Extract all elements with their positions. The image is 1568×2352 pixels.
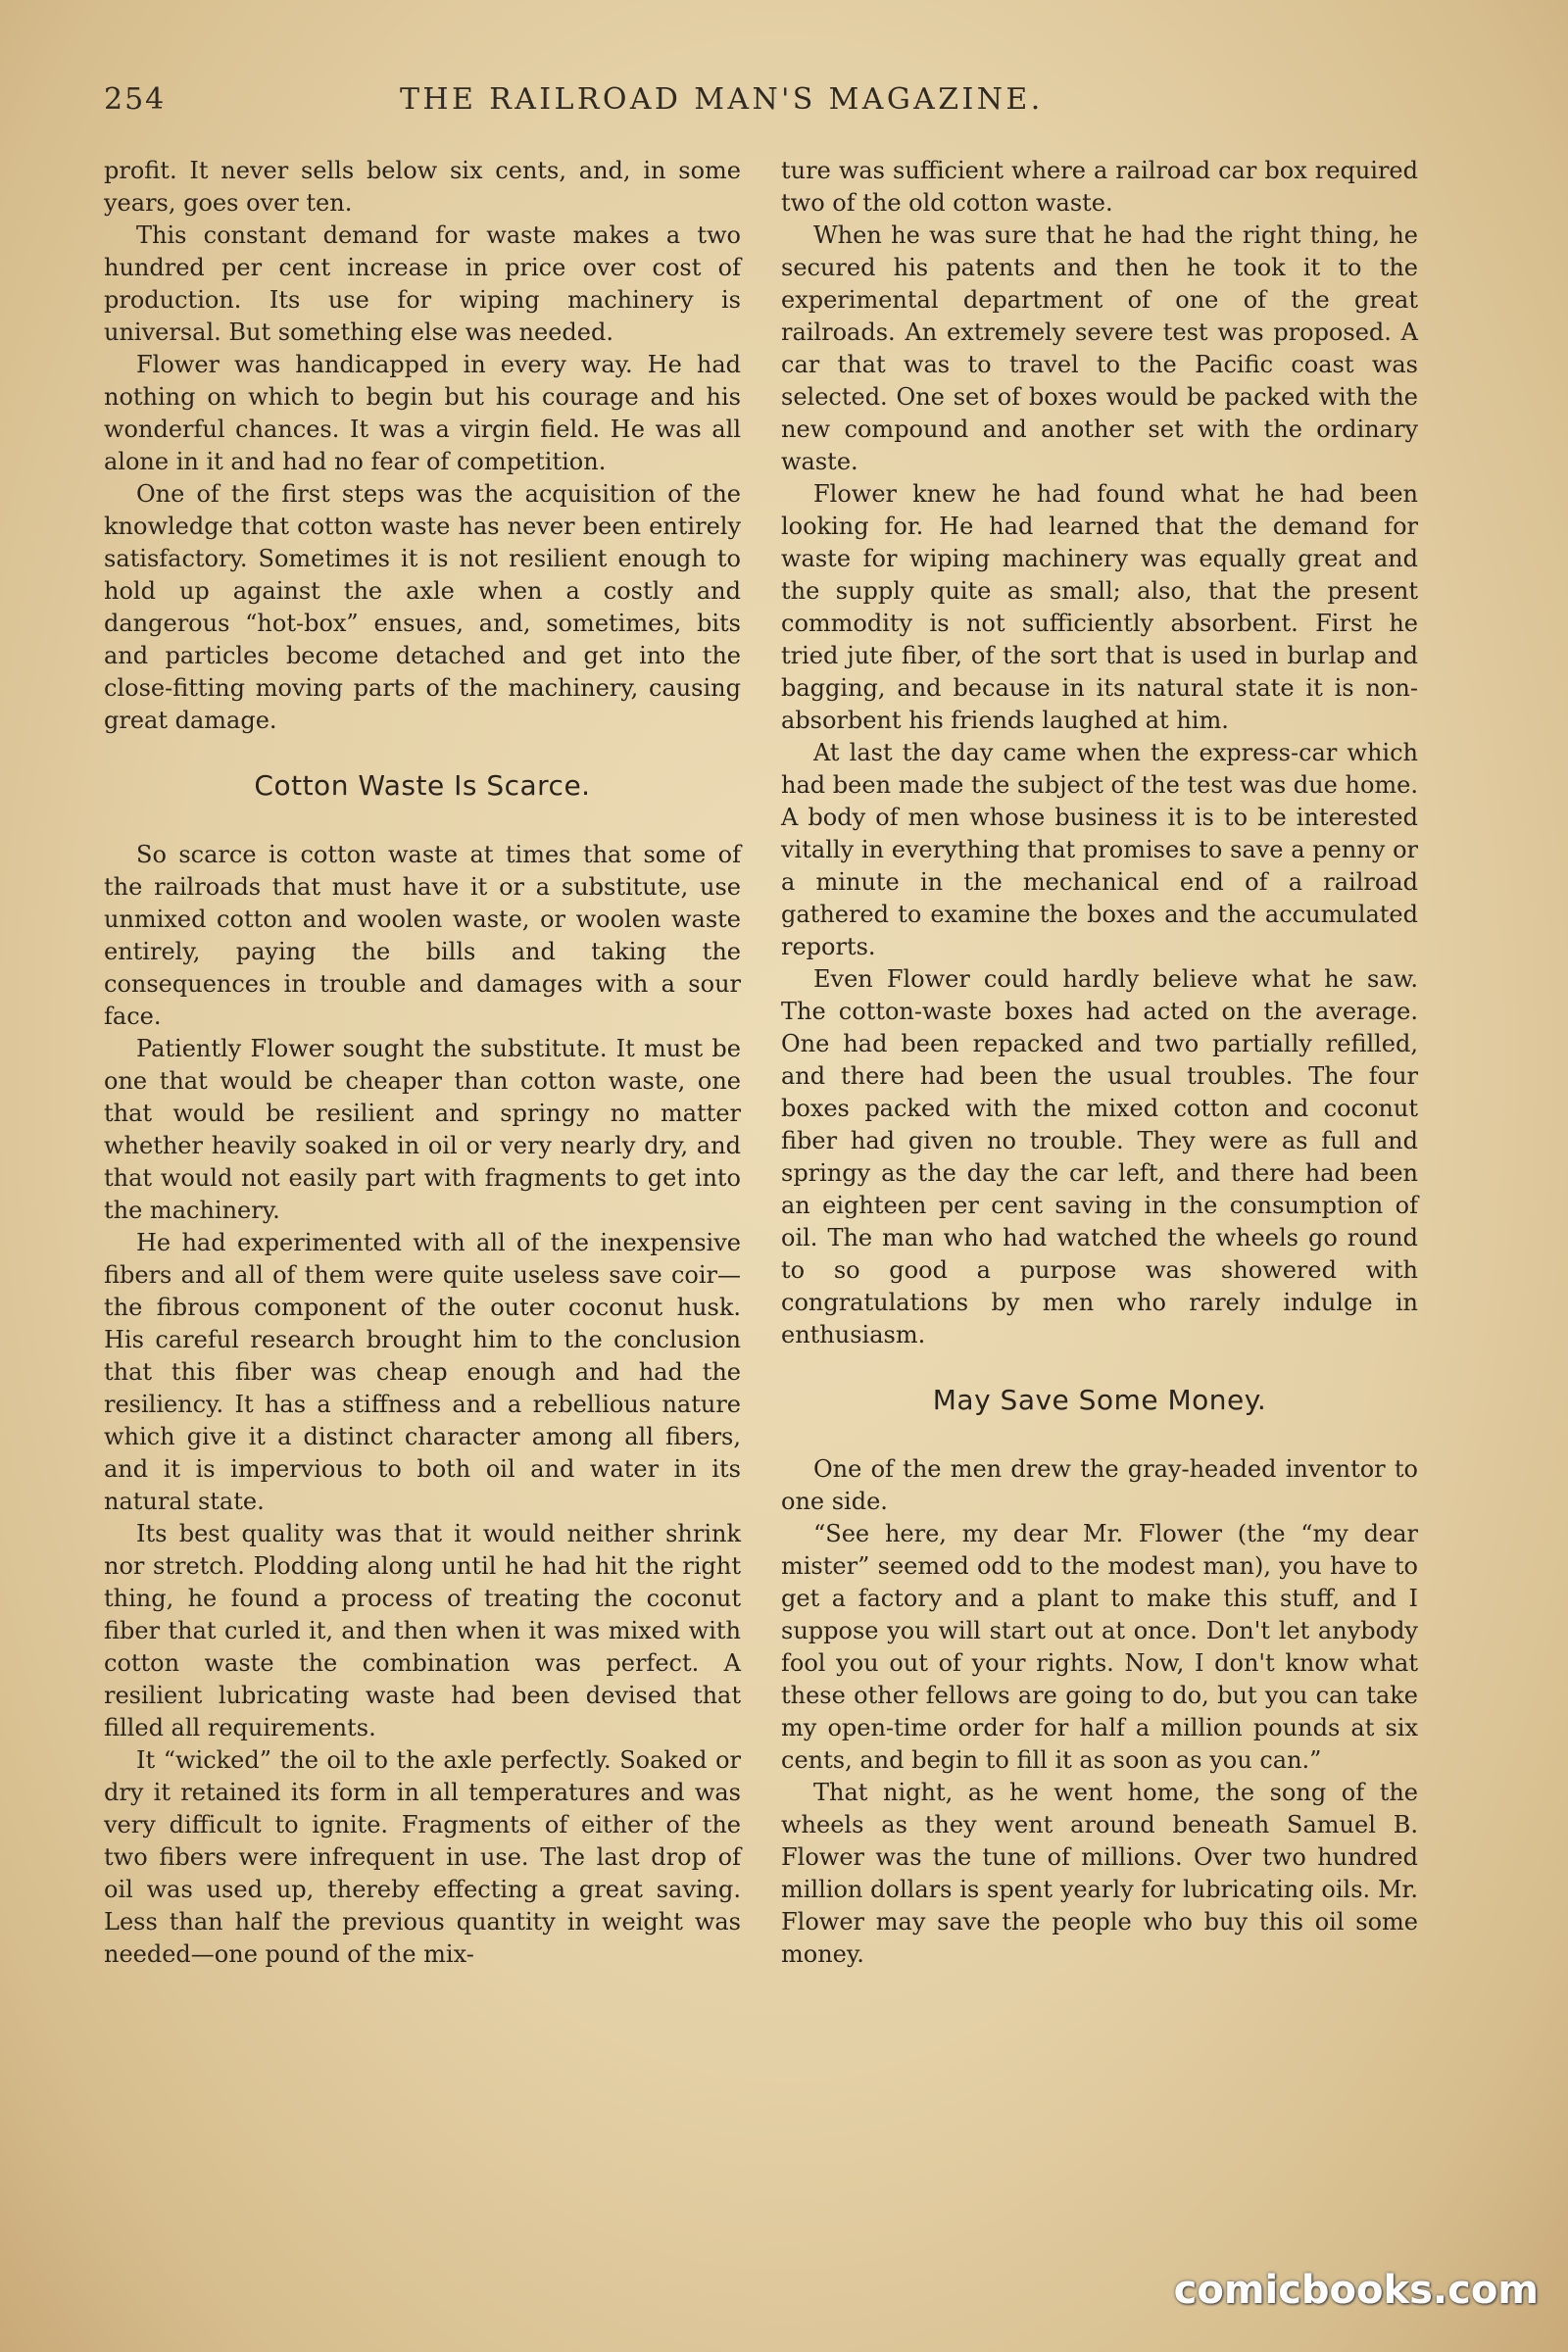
paragraph: Flower knew he had found what he had been looking for. He had learned that the demand for waste for wiping machinery was equally great and the supply quite as small; also, that the present commodity is not sufficiently absorbent. First he tried jute fiber, of the sort that is used in burlap and bagging, and because in its natural state it is non-absorbent his friends laughed at him. xyxy=(781,480,1418,734)
paragraph: profit. It never sells below six cents, and, in some years, goes over ten. xyxy=(104,157,741,217)
paragraph: That night, as he went home, the song of the wheels as they went around beneath Samuel B. Flower was the tune of millions. Over two hundred million dollars is spent yearly for lubricating oils. Mr. Flower may save the people who buy this oil some money. xyxy=(781,1779,1418,1968)
paragraph: Flower was handicapped in every way. He had nothing on which to begin but his courage and his wonderful chances. It was a virgin field. He was all alone in it and had no fear of competition. xyxy=(104,351,741,475)
watermark: comicbooks.com xyxy=(1173,2268,1539,2313)
paragraph: It “wicked” the oil to the axle perfectly. Soaked or dry it retained its form in all temperatures and was very difficult to ignite. Fragments of either of the two fibers were infrequent in use. The last drop of oil was used up, thereby effecting a great saving. Less than half the previous quantity in weight was needed—one pound of the mix- xyxy=(104,1746,741,1968)
section-heading: May Save Some Money. xyxy=(932,1384,1267,1416)
paragraph: One of the first steps was the acquisition of the knowledge that cotton waste has never been entirely satisfactory. Sometimes it is not resilient enough to hold up against the axle when a costly and dangerous “hot-box” ensues, and, sometimes, bits and particles become detached and get into the close-fitting moving parts of the machinery, causing great damage. xyxy=(104,480,741,734)
section-heading: Cotton Waste Is Scarce. xyxy=(254,769,591,802)
paragraph: Even Flower could hardly believe what he saw. The cotton-waste boxes had acted on the average. One had been repacked and two partially refilled, and there had been the usual troubles. The four boxes packed with the mixed cotton and coconut fiber had given no trouble. They were as full and springy as the day the car left, and there had been an eighteen per cent saving in the consumption of oil. The man who had watched the wheels go round to so good a purpose was showered with congratulations by men who rarely indulge in enthusiasm. xyxy=(781,965,1418,1348)
right-column xyxy=(781,155,1418,1971)
paragraph: He had experimented with all of the inexpensive fibers and all of them were quite useless save coir—the fibrous component of the outer coconut husk. His careful research brought him to the conclusion that this fiber was cheap enough and had the resiliency. It has a stiffness and a rebellious nature which give it a distinct character among all fibers, and it is impervious to both oil and water in its natural state. xyxy=(104,1229,741,1515)
paragraph: So scarce is cotton waste at times that some of the railroads that must have it or a substitute, use unmixed cotton and woolen waste, or woolen waste entirely, paying the bills and taking the consequences in trouble and damages with a sour face. xyxy=(104,841,741,1030)
page-number: 254 xyxy=(104,82,167,117)
paragraph: One of the men drew the gray-headed inventor to one side. xyxy=(781,1455,1418,1515)
paragraph: Its best quality was that it would neither shrink nor stretch. Plodding along until he had hit the right thing, he found a process of treating the coconut fiber that curled it, and then when it was mixed with cotton waste the combination was perfect. A resilient lubricating waste had been devised that filled all requirements. xyxy=(104,1520,741,1741)
running-head xyxy=(104,82,1417,122)
paragraph: Patiently Flower sought the substitute. It must be one that would be cheaper than cotton waste, one that would be resilient and springy no matter whether heavily soaked in oil or very nearly dry, and that would not easily part with fragments to get into the machinery. xyxy=(104,1035,741,1224)
paragraph: When he was sure that he had the right thing, he secured his patents and then he took it to the experimental department of one of the great railroads. An extremely severe test was proposed. A car that was to travel to the Pacific coast was selected. One set of boxes would be packed with the new compound and another set with the ordinary waste. xyxy=(781,221,1418,475)
paragraph: “See here, my dear Mr. Flower (the “my dear mister” seemed odd to the modest man), you have to get a factory and a plant to make this stuff, and I suppose you will start out at once. Don't let anybody fool you out of your rights. Now, I don't know what these other fellows are going to do, but you can take my open-time order for half a million pounds at six cents, and begin to fill it as soon as you can.” xyxy=(781,1520,1418,1774)
paragraph: ture was sufficient where a railroad car box required two of the old cotton waste. xyxy=(781,157,1418,217)
paragraph: This constant demand for waste makes a two hundred per cent increase in price over cost of production. Its use for wiping machinery is universal. But something else was needed. xyxy=(104,221,741,346)
paragraph: At last the day came when the express-car which had been made the subject of the test was due home. A body of men whose business it is to be interested vitally in everything that promises to save a penny or a minute in the mechanical end of a railroad gathered to examine the boxes and the accumulated reports. xyxy=(781,739,1418,960)
left-column xyxy=(104,155,741,1971)
magazine-title: THE RAILROAD MAN'S MAGAZINE. xyxy=(400,82,1044,117)
